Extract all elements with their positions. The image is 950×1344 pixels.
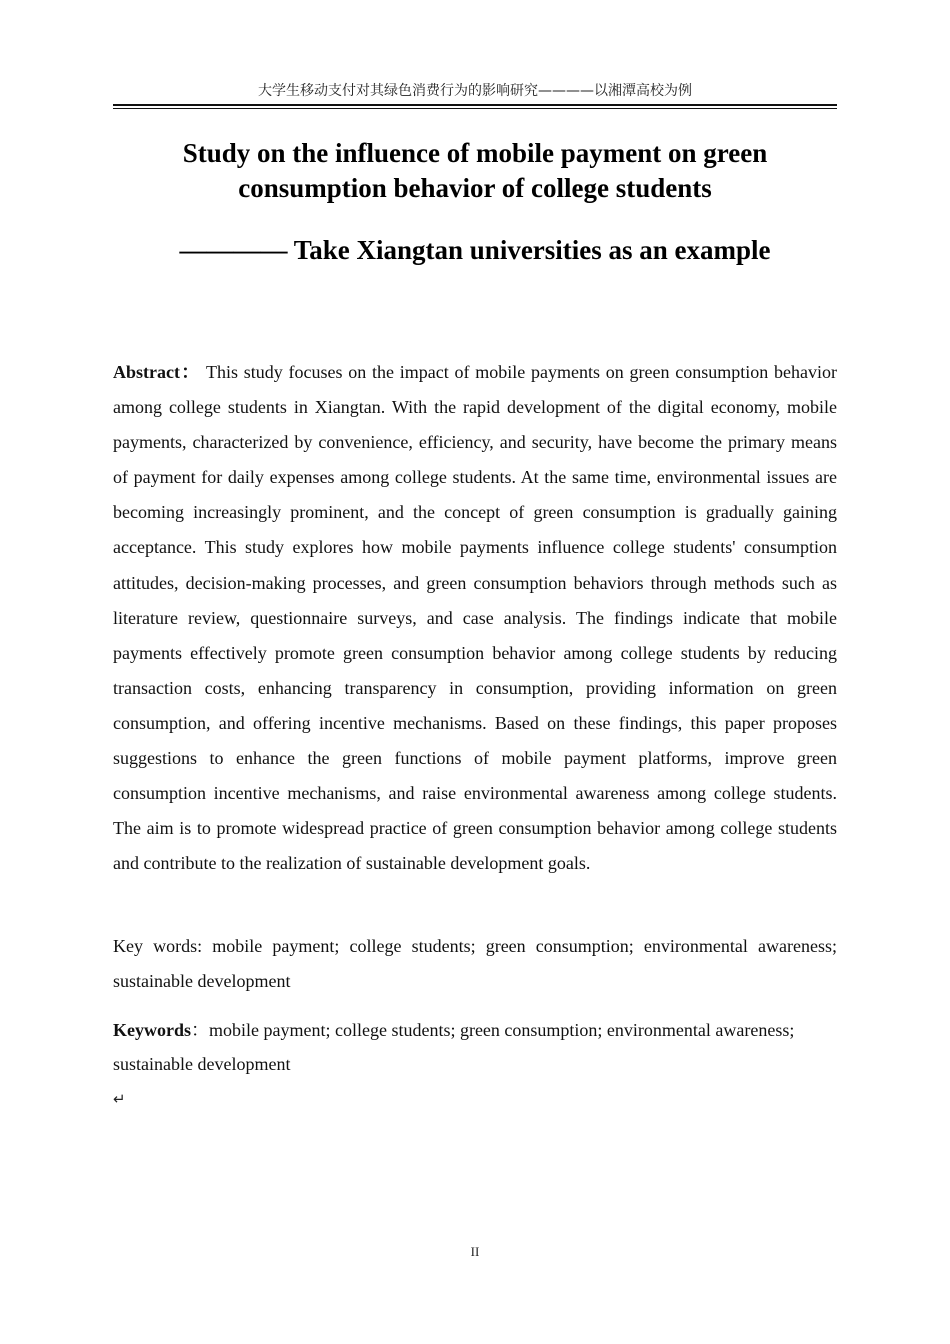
page-number: II (470, 1244, 480, 1259)
abstract-label: Abstract： (113, 362, 201, 382)
paper-title: Study on the influence of mobile payment on green consumption behavior of college students (182, 138, 768, 203)
header-rule-thin (113, 108, 837, 109)
header-rule-thick (113, 104, 837, 106)
running-header: 大学生移动支付对其绿色消费行为的影响研究————以湘潭高校为例 (258, 83, 692, 99)
key-words-line: Key words: mobile payment; college students; green consumption; environmental awareness; sustainable development (113, 936, 837, 991)
paper-subtitle: ———— Take Xiangtan universities as an example (179, 235, 771, 265)
abstract-text: This study focuses on the impact of mobile payments on green consumption behavior among college students in Xiangtan. With the rapid development of the digital economy, mobile payments, characterized by convenience, efficiency, and security, have become the primary means of payment for daily expenses among college students. At the same time, environmental issues are becoming increasingly prominent, and the concept of green consumption is gradually gaining acceptance. This study explores how mobile payments influence college students' consumption attitudes, decision-making processes, and green consumption behaviors through methods such as literature review, questionnaire surveys, and case analysis. The findings indicate that mobile payments effectively promote green consumption behavior among college students by reducing transaction costs, enhancing transparency in consumption, providing information on green consumption, and offering incentive mechanisms. Based on these findings, this paper proposes suggestions to enhance the green functions of mobile payment platforms, improve green consumption incentive mechanisms, and raise environmental awareness among college students. The aim is to promote widespread practice of green consumption behavior among college students and contribute to the realization of sustainable development goals. (113, 362, 837, 874)
keywords-text: ：mobile payment; college students; green consumption; environmental awareness; sustainable development (113, 1020, 795, 1074)
abstract-paragraph (113, 355, 837, 881)
keywords-label: Keywords (113, 1020, 191, 1040)
keywords-paragraph (113, 1013, 837, 1081)
paragraph-return-icon: ↵ (113, 1090, 126, 1108)
